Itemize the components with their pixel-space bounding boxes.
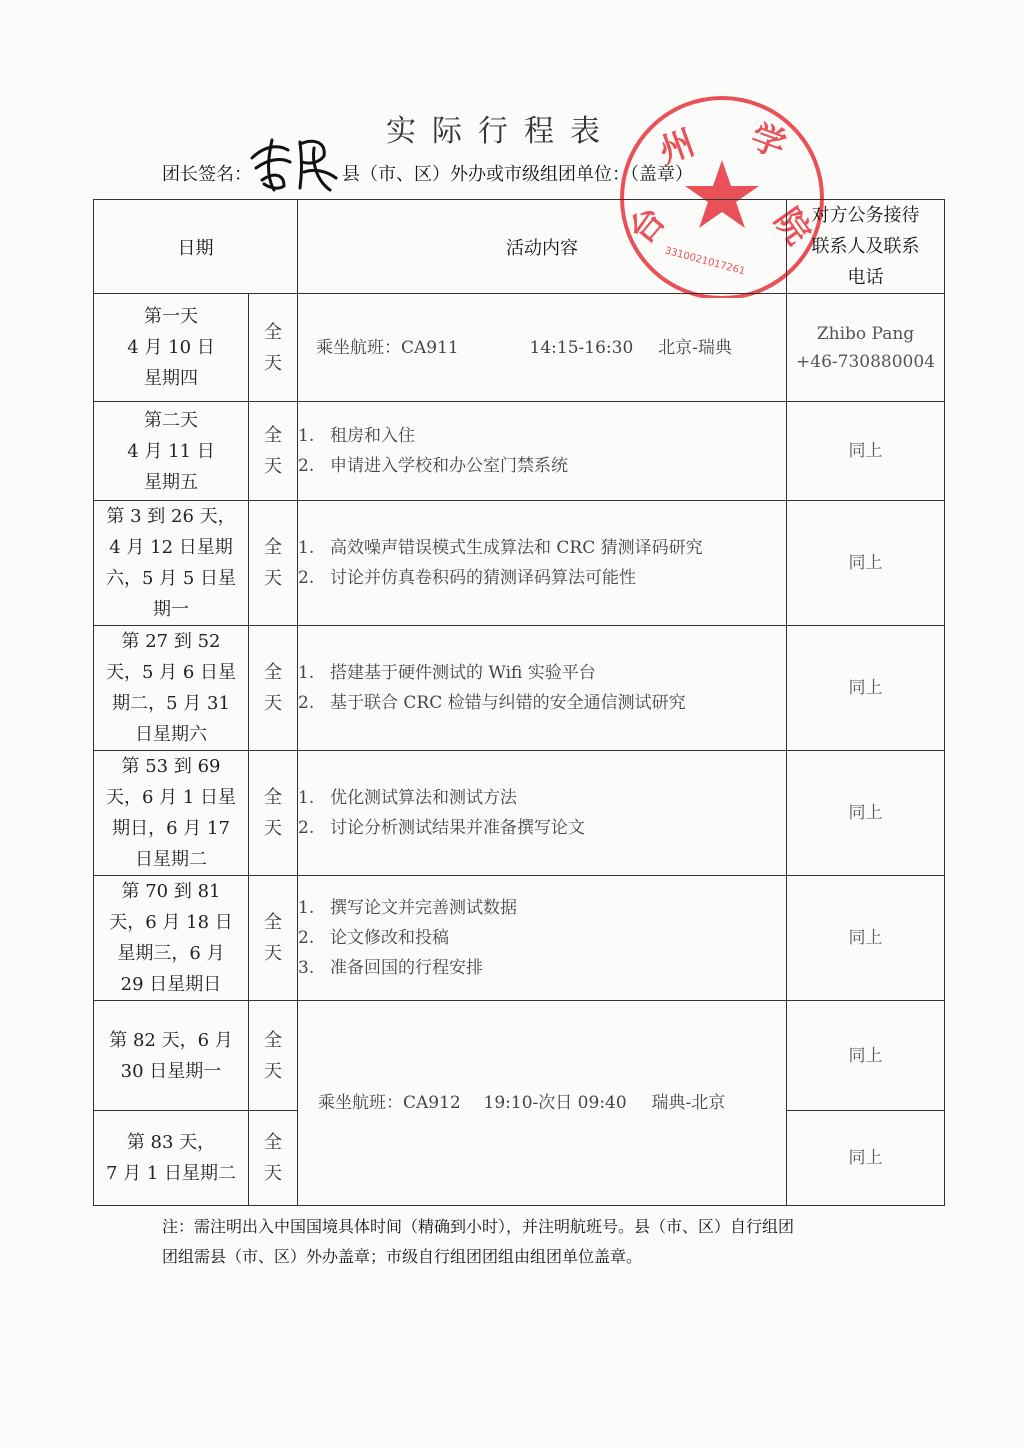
date-line: 天，6 月 1 日星 [105,787,237,808]
flight-number: 乘坐航班：CA912 [318,1093,461,1113]
activity-number: 2. [298,568,315,588]
date-line: 期一 [153,599,189,620]
activity-text: 搭建基于硬件测试的 Wifi 实验平台 [330,663,596,683]
time-char: 天 [264,568,282,589]
header-date: 日期 [94,200,298,294]
time-char: 天 [264,1163,282,1184]
date-line: 4 月 12 日星期 [109,537,233,558]
activity-number: 2. [298,818,315,838]
activity-item [298,688,786,718]
table-row [94,1001,945,1111]
date-line: 第 83 天， [126,1132,216,1153]
activity-cell [298,294,787,402]
activity-text: 论文修改和投稿 [330,928,449,948]
time-char: 全 [264,1029,282,1051]
contact-cell: 同上 [787,1111,945,1206]
svg-text:学: 学 [745,116,792,166]
date-line: 期二，5 月 31 [112,693,230,714]
time-cell [249,1111,298,1206]
table-row [94,876,945,1001]
time-cell [249,751,298,876]
activity-text: 讨论分析测试结果并准备撰写论文 [330,818,585,838]
activity-item [298,813,786,843]
footnote-line: 团组需县（市、区）外办盖章；市级自行组团团组由组团单位盖章。 [162,1247,643,1266]
contact-cell: 同上 [787,751,945,876]
date-cell [94,1001,249,1111]
table-row [94,501,945,626]
table-row [94,751,945,876]
header-contact-line: 联系人及联系 [811,236,920,257]
activity-number: 1. [298,898,315,918]
activity-number: 3. [298,958,315,978]
header-contact-line: 电话 [847,267,884,288]
seal-code: 3310021017261 [663,245,747,278]
handwritten-signature [244,128,344,198]
activity-number: 2. [298,693,315,713]
svg-text:州: 州 [654,122,700,172]
time-cell [249,402,298,501]
contact-name: Zhibo Pang [816,323,915,344]
date-line: 第 70 到 81 [121,881,221,902]
date-line: 第 53 到 69 [121,756,221,777]
activity-text: 讨论并仿真卷积码的猜测译码算法可能性 [330,568,636,588]
time-char: 天 [264,943,282,964]
flight-info [318,1093,725,1113]
flight-time: 19:10-次日 09:40 [483,1093,627,1113]
contact-cell: 同上 [787,876,945,1001]
time-char: 全 [264,912,282,933]
flight-time: 14:15-16:30 [529,337,634,358]
flight-number: 乘坐航班：CA911 [316,337,459,358]
activity-cell [298,402,787,501]
activity-text: 基于联合 CRC 检错与纠错的安全通信测试研究 [330,693,686,713]
flight-route: 北京-瑞典 [658,337,732,358]
contact-cell: 同上 [787,1001,945,1111]
time-char: 全 [264,425,282,446]
time-char: 天 [264,352,282,374]
signature-label: 团长签名： [162,164,252,185]
activity-text: 租房和入住 [330,426,415,446]
activity-cell [298,626,787,751]
activity-number: 1. [298,788,315,808]
contact-cell: 同上 [787,402,945,501]
contact-phone: +46-730880004 [796,351,935,372]
date-line: 六，5 月 5 日星 [105,568,237,589]
activity-item [298,421,786,451]
svg-text:台: 台 [621,199,674,252]
activity-cell [298,1001,787,1206]
table-row [94,402,945,501]
contact-cell [787,294,945,402]
date-line: 第二天 [144,409,198,431]
activity-item [298,783,786,813]
header-contact [787,200,945,294]
date-line: 第 3 到 26 天， [106,506,236,527]
date-cell [94,402,249,501]
activity-text: 准备回国的行程安排 [330,958,483,978]
date-line: 30 日星期一 [120,1060,222,1082]
date-line: 期日，6 月 17 [112,818,230,839]
time-char: 天 [264,693,282,714]
header-row [94,200,945,294]
date-line: 第一天 [144,306,198,327]
activity-item [298,533,786,563]
date-line: 4 月 11 日 [127,440,215,462]
footnote [162,1212,892,1272]
date-line: 4 月 10 日 [127,337,215,358]
time-cell [249,876,298,1001]
time-char: 天 [264,1060,282,1082]
time-char: 全 [264,1132,282,1153]
table-row [94,626,945,751]
date-line: 日星期六 [135,724,207,745]
date-line: 星期三，6 月 [117,943,225,964]
activity-number: 1. [298,663,315,683]
time-char: 天 [264,456,282,477]
activity-text: 高效噪声错误模式生成算法和 CRC 猜测译码研究 [330,538,703,558]
time-char: 全 [264,321,282,343]
activity-item [298,923,786,953]
date-line: 星期四 [144,368,198,389]
issuing-unit-label: 县（市、区）外办或市级组团单位：（盖章） [342,164,693,185]
svg-text:院: 院 [765,201,819,253]
date-cell [94,1111,249,1206]
itinerary-table [93,199,945,1206]
date-cell [94,626,249,751]
flight-route: 瑞典-北京 [651,1093,726,1113]
footnote-line: 注：需注明出入中国国境具体时间（精确到小时），并注明航班号。县（市、区）自行组团 [162,1217,795,1236]
activity-number: 1. [298,426,315,446]
date-cell [94,294,249,402]
activity-text: 申请进入学校和办公室门禁系统 [330,456,568,476]
time-char: 全 [264,537,282,558]
time-cell [249,1001,298,1111]
time-char: 天 [264,818,282,839]
activity-number: 1. [298,538,315,558]
contact-cell: 同上 [787,501,945,626]
date-line: 星期五 [144,471,198,493]
time-cell [249,626,298,751]
activity-number: 2. [298,456,315,476]
header-contact-line: 对方公务接待 [811,205,920,226]
activity-text: 撰写论文并完善测试数据 [330,898,517,918]
flight-info [316,338,732,358]
date-cell [94,876,249,1001]
date-line: 天，5 月 6 日星 [105,662,237,683]
date-line: 29 日星期日 [120,974,222,995]
activity-item [298,451,786,481]
date-line: 第 27 到 52 [121,631,221,652]
activity-cell [298,501,787,626]
time-cell [249,501,298,626]
date-line: 7 月 1 日星期二 [105,1163,237,1184]
date-line: 第 82 天，6 月 [109,1029,233,1051]
activity-item [298,893,786,923]
header-activity: 活动内容 [298,200,787,294]
date-cell [94,751,249,876]
time-char: 全 [264,662,282,683]
activity-number: 2. [298,928,315,948]
activity-item [298,953,786,983]
table-row [94,294,945,402]
activity-item [298,658,786,688]
time-char: 全 [264,787,282,808]
activity-cell [298,751,787,876]
page-title: 实际行程表 [386,114,616,149]
activity-text: 优化测试算法和测试方法 [330,788,517,808]
date-line: 天，6 月 18 日 [109,912,233,933]
date-cell [94,501,249,626]
date-line: 日星期二 [135,849,207,870]
contact-cell: 同上 [787,626,945,751]
activity-item [298,563,786,593]
activity-cell [298,876,787,1001]
time-cell [249,294,298,402]
